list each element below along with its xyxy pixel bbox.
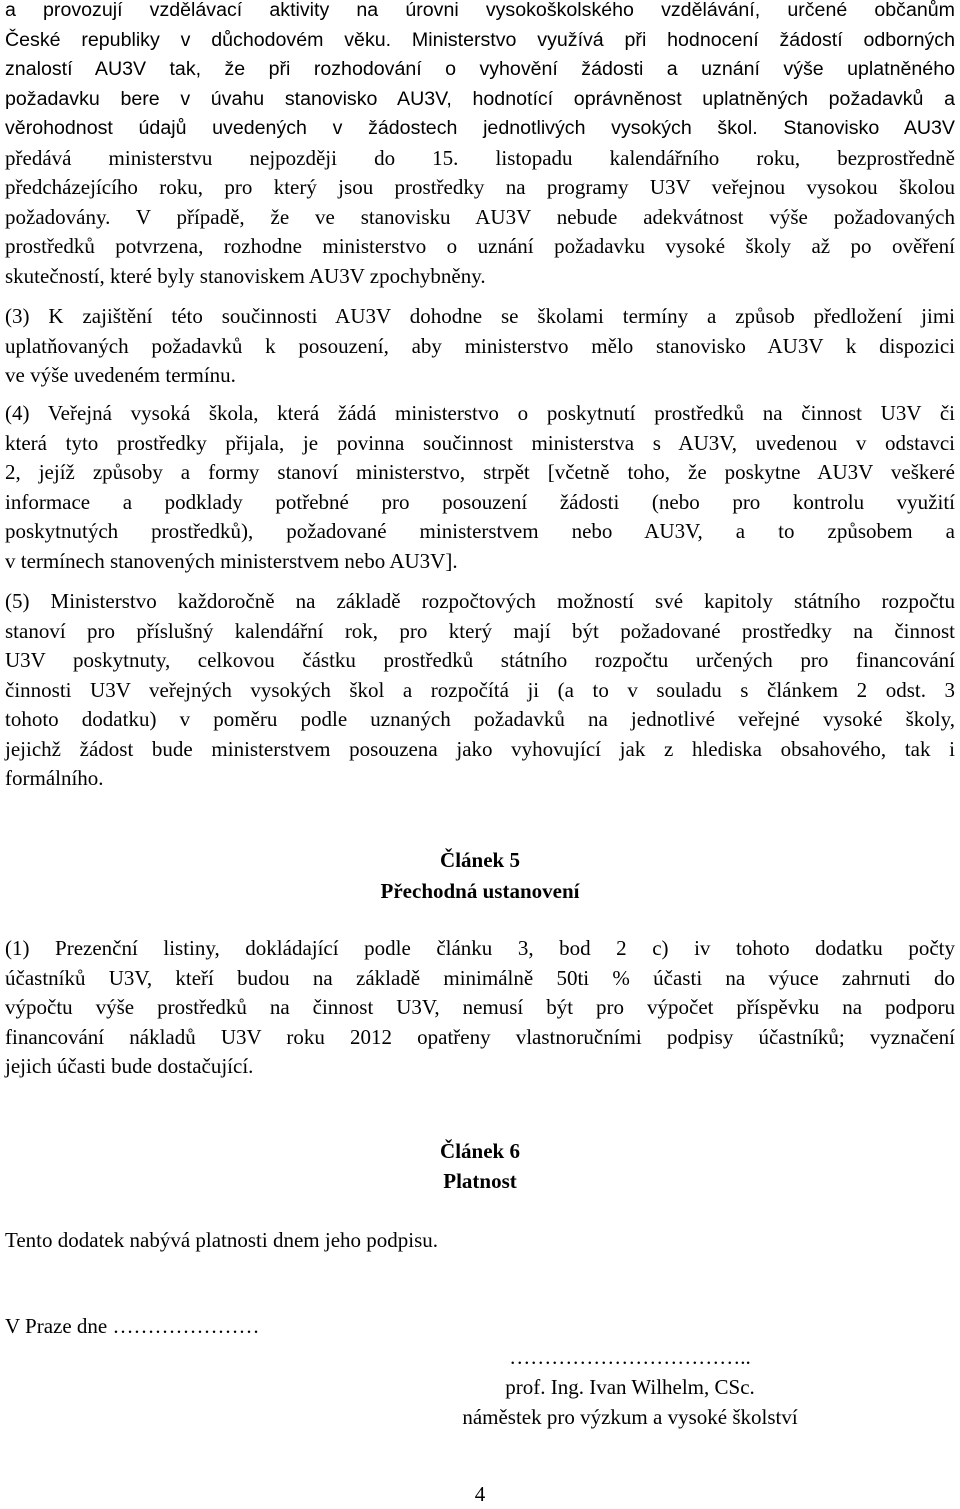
text-line: požadovány. V případě, že ve stanovisku AU3V nebude adekvátnost výše požadovaných bbox=[5, 204, 955, 229]
text-line: U3V poskytnuty, celkovou částku prostředků státního rozpočtu určených pro financování bbox=[5, 648, 955, 672]
text-line: výpočtu výše prostředků na činnost U3V, nemusí být pro výpočet příspěvku na podporu bbox=[5, 995, 955, 1019]
text-line: skutečností, které byly stanoviskem AU3V zpochybněny. bbox=[5, 263, 486, 288]
text-line: účastníků U3V, kteří budou na základě minimálně 50ti % účasti na výuce zahrnuti do bbox=[5, 965, 955, 990]
text-line: předává ministerstvu nejpozději do 15. listopadu kalendářního roku, bezprostředně bbox=[5, 145, 955, 170]
text-line: stanoví pro příslušný kalendářní rok, pro který mají být požadované prostředky na činnost bbox=[5, 618, 955, 643]
text-line: požadavku bere v úvahu stanovisko AU3V, hodnotící oprávněnost uplatněných požadavků a bbox=[5, 87, 955, 110]
text-line: (3) K zajištění této součinnosti AU3V dohodne se školami termíny a způsob předložení jimi bbox=[5, 304, 955, 328]
paragraph-article-5-1 bbox=[5, 934, 955, 1082]
text-line: znalostí AU3V tak, že při rozhodování o vyhovění žádosti a uznání výše uplatněného bbox=[5, 58, 955, 80]
text-line: jejichž žádost bude ministerstvem posouzena jako vyhovující jak z hlediska obsahového, tak i bbox=[5, 736, 955, 761]
text-line: v termínech stanovených ministerstvem nebo AU3V]. bbox=[5, 548, 458, 573]
paragraph-5 bbox=[5, 587, 955, 794]
text-line: (4) Veřejná vysoká škola, která žádá ministerstvo o poskytnutí prostředků na činnost U3V či bbox=[5, 401, 955, 425]
text-line: předcházejícího roku, pro který jsou prostředky na programy U3V veřejnou vysokou školou bbox=[5, 175, 955, 199]
text-line: financování nákladů U3V roku 2012 opatřeny vlastnoručními podpisy účastníků; vyznačení bbox=[5, 1024, 955, 1049]
article-6-title: Článek 6 bbox=[440, 1139, 520, 1163]
text-line: (1) Prezenční listiny, dokládající podle článku 3, bod 2 c) iv tohoto dodatku počty bbox=[5, 936, 955, 960]
text-line: a provozují vzdělávací aktivity na úrovni vysokoškolského vzdělávání, určené občanům bbox=[5, 0, 955, 21]
text-line: která tyto prostředky přijala, je povinna součinnost ministerstva s AU3V, uvedenou v odstavci bbox=[5, 430, 955, 455]
signature-line: …………………………….. bbox=[509, 1345, 751, 1369]
text-line: uplatňovaných požadavků k posouzení, aby ministerstvo mělo stanovisko AU3V k dispozici bbox=[5, 333, 955, 358]
text-line: věrohodnost údajů uvedených v žádostech jednotlivých vysokých škol. Stanovisko AU3V bbox=[5, 117, 955, 139]
signatory-name: prof. Ing. Ivan Wilhelm, CSc. bbox=[505, 1375, 755, 1399]
text-line: informace a podklady potřebné pro posouzení žádosti (nebo pro kontrolu využití bbox=[5, 489, 955, 514]
text-line: prostředků potvrzena, rozhodne ministerstvo o uznání požadavku vysoké školy až po ověření bbox=[5, 234, 955, 258]
paragraph-4 bbox=[5, 399, 955, 576]
page-number: 4 bbox=[474, 1482, 486, 1506]
text-line: České republiky v důchodovém věku. Ministerstvo využívá při hodnocení žádostí odborných bbox=[5, 28, 955, 51]
text-line: ve výše uvedeném termínu. bbox=[5, 363, 236, 387]
text-line: poskytnutých prostředků), požadované ministerstvem nebo AU3V, a to způsobem a bbox=[5, 519, 955, 543]
signature-block bbox=[380, 1342, 880, 1432]
text-line: činnosti U3V veřejných vysokých škol a rozpočítá ji (a to v souladu s článkem 2 odst. 3 bbox=[5, 677, 955, 702]
text-line: jejich účasti bude dostačující. bbox=[5, 1054, 254, 1078]
text-line: tohoto dodatku) v poměru podle uznaných požadavků na jednotlivé veřejné vysoké školy, bbox=[5, 707, 955, 731]
text-line: 2, jejíž způsoby a formy stanoví ministerstvo, strpět [včetně toho, že poskytne AU3V veškeré bbox=[5, 460, 955, 484]
paragraph-3 bbox=[5, 302, 955, 391]
signatory-role: náměstek pro výzkum a vysoké školství bbox=[462, 1405, 798, 1429]
article-6-subtitle: Platnost bbox=[443, 1169, 517, 1193]
paragraph-intro bbox=[5, 0, 955, 291]
text-line: formálního. bbox=[5, 766, 104, 790]
text-line: (5) Ministerstvo každoročně na základě rozpočtových možností své kapitoly státního rozpočtu bbox=[5, 589, 955, 613]
article-5-subtitle: Přechodná ustanovení bbox=[380, 879, 580, 903]
article-5-title: Článek 5 bbox=[440, 848, 520, 872]
place-date: V Praze dne ………………… bbox=[5, 1314, 260, 1338]
validity-text: Tento dodatek nabývá platnosti dnem jeho podpisu. bbox=[5, 1228, 439, 1252]
